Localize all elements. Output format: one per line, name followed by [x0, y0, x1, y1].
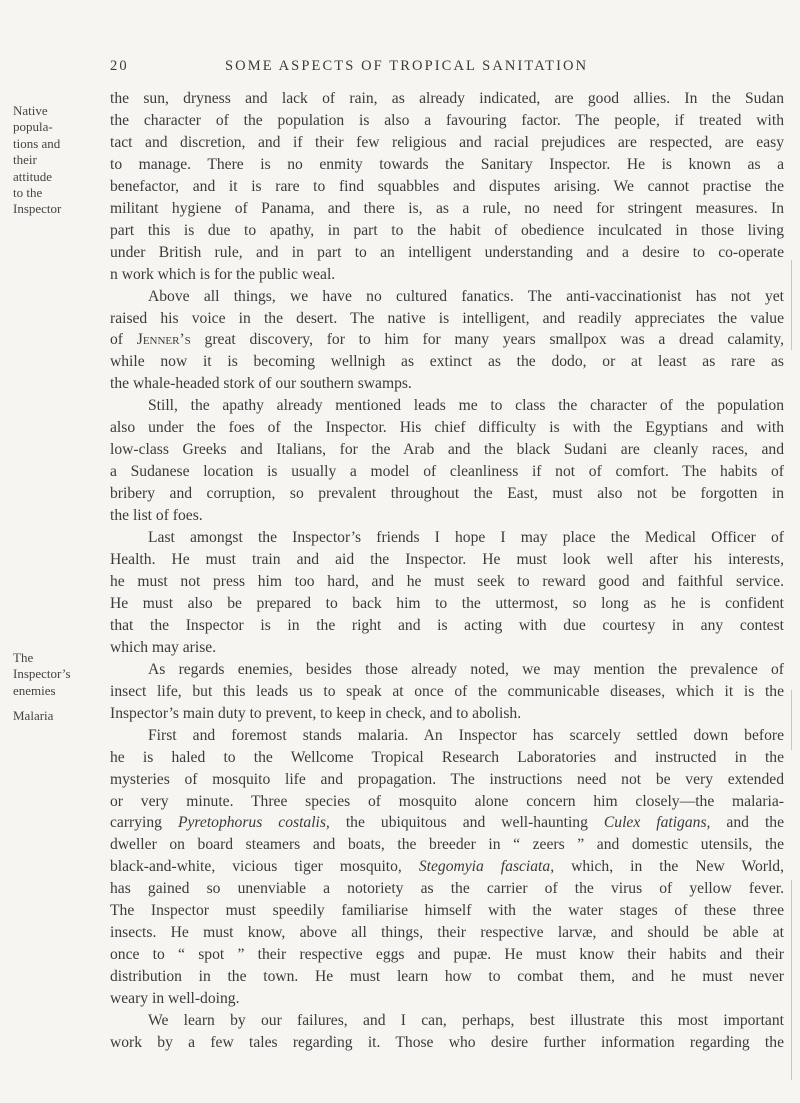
line: We learn by our failures, and I can, perhaps, best illustrate this most important — [148, 1012, 784, 1030]
line: insect life, but this leads us to speak at once of the communicable diseases, which it is the — [110, 682, 784, 700]
line: or very minute. Three species of mosquito alone concern him closely—the malaria- — [110, 792, 784, 810]
line: he must not press him too hard, and he must seek to reward good and faithful service. — [110, 572, 784, 590]
line: distribution in the town. He must learn how to combat them, and he must never — [110, 968, 784, 986]
line: work by a few tales regarding it. Those who desire further information regarding the — [110, 1033, 784, 1051]
line: Still, the apathy already mentioned leads me to class the character of the population — [148, 397, 784, 415]
page-edge-shadow — [791, 880, 792, 1080]
margin-note-native: Native popula- tions and their attitude to the Inspector — [13, 103, 62, 217]
line: low-class Greeks and Italians, for the Arab and the black Sudani are cleanly races, and — [110, 441, 784, 459]
species-name: Pyretophorus costalis, — [177, 814, 330, 832]
page-number: 20 — [110, 58, 129, 74]
line: that the Inspector is in the right and is acting with due courtesy in any contest — [110, 616, 784, 634]
line: the sun, dryness and lack of rain, as already indicated, are good allies. In the Sudan — [110, 90, 784, 107]
line: benefactor, and it is rare to find squabbles and disputes arising. We cannot practise the — [110, 177, 784, 195]
line: First and foremost stands malaria. An Inspector has scarcely settled down before — [148, 726, 784, 744]
line: Last amongst the Inspector’s friends I hope I may place the Medical Officer of — [148, 529, 784, 547]
species-name: Culex fatigans, — [603, 814, 711, 832]
line: once to “ spot ” their respective eggs and pupæ. He must know their habits and their — [110, 946, 784, 964]
line: Inspector’s main duty to prevent, to keep in check, and to abolish. — [110, 704, 522, 722]
line: raised his voice in the desert. The native is intelligent, and readily appreciates the value — [110, 309, 784, 327]
line: As regards enemies, besides those already noted, we may mention the prevalence of — [148, 660, 784, 678]
line: part this is due to apathy, in part to the habit of obedience inculcated in those living — [110, 221, 784, 239]
line: dweller on board steamers and boats, the breeder in “ zeers ” and domestic utensils, the — [110, 836, 784, 854]
page-edge-shadow — [791, 260, 792, 350]
line: of Jenner’s great discovery, for to him for many years smallpox was a dread calamity, — [110, 331, 785, 349]
line: Above all things, we have no cultured fanatics. The anti-vaccinationist has not yet — [148, 287, 784, 305]
line: militant hygiene of Panama, and there is, as a rule, no need for stringent measures. In — [110, 199, 784, 217]
line: bribery and corruption, so prevalent throughout the East, must also not be forgotten in — [110, 485, 784, 503]
running-title: SOME ASPECTS OF TROPICAL SANITATION — [225, 58, 589, 74]
line: to manage. There is no enmity towards the Sanitary Inspector. He is known as a — [110, 155, 784, 173]
page-edge-shadow — [791, 690, 792, 750]
line: The Inspector must speedily familiarise himself with the water stages of these three — [110, 902, 784, 920]
line: n work which is for the public weal. — [110, 265, 336, 283]
line: while now it is becoming wellnigh as extinct as the dodo, or at least as rare as — [110, 353, 784, 371]
margin-note-malaria: Malaria — [13, 708, 54, 723]
line: Health. He must train and aid the Inspector. He must look well after his interests, — [110, 551, 784, 569]
margin-note-enemies: The Inspector’s enemies — [13, 650, 71, 698]
line: mysteries of mosquito life and propagation. The instructions need not be very extended — [110, 770, 784, 788]
line: He must also be prepared to back him to the uttermost, so long as he is confident — [110, 594, 784, 612]
line: the list of foes. — [110, 507, 203, 525]
line: he is haled to the Wellcome Tropical Research Laboratories and instructed in the — [110, 748, 784, 766]
line: which may arise. — [110, 638, 217, 656]
line: the whale-headed stork of our southern swamps. — [110, 375, 412, 393]
body-text — [110, 88, 784, 1054]
line: insects. He must know, above all things, their respective larvæ, and should be able at — [110, 924, 784, 942]
species-name: Stegomyia fasciata, — [418, 858, 555, 876]
line: black-and-white, vicious tiger mosquito, Stegomyia fasciata, which, in the New World, — [110, 858, 784, 876]
line: weary in well-doing. — [110, 990, 240, 1008]
line: also under the foes of the Inspector. His chief difficulty is with the Egyptians and with — [110, 419, 784, 437]
line: has gained so unenviable a notoriety as the carrier of the virus of yellow fever. — [110, 880, 784, 898]
line: the character of the population is also a favouring factor. The people, if treated with — [110, 111, 784, 129]
line: under British rule, and in part to an intelligent understanding and a desire to co-operate — [110, 243, 784, 261]
line: tact and discretion, and if their few religious and racial prejudices are respected, are easy — [110, 133, 784, 151]
line: carrying Pyretophorus costalis, the ubiquitous and well-haunting Culex fatigans, and the — [110, 814, 784, 832]
proper-name: Jenner’s — [136, 331, 191, 349]
line: a Sudanese location is usually a model of cleanliness if not of comfort. The habits of — [110, 463, 784, 481]
